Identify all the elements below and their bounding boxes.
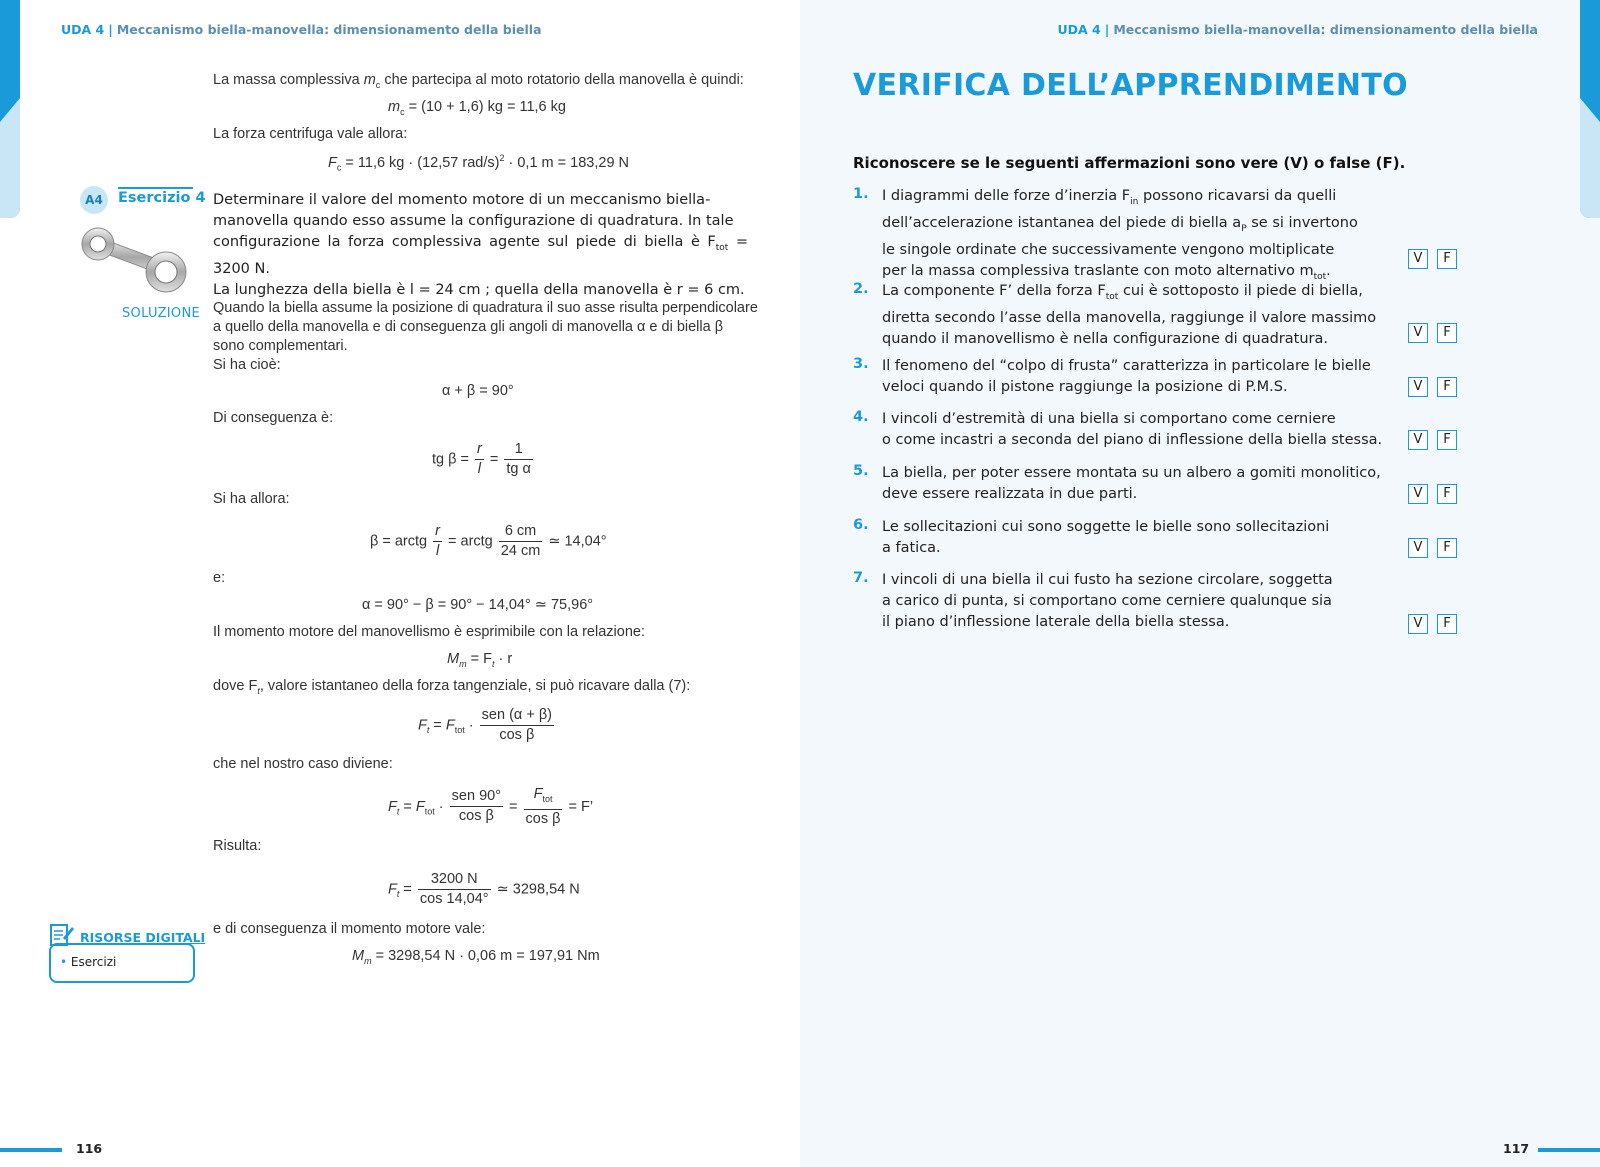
item-text: Le sollecitazioni cui sono soggette le bielle sono sollecitazioni a fatica.	[882, 519, 1330, 556]
text-e: e:	[213, 570, 226, 586]
true-false-boxes	[1408, 377, 1457, 397]
running-header-left: UDA 4 | Meccanismo biella-manovella: dimensionamento della biella	[61, 22, 542, 37]
false-checkbox[interactable]: F	[1437, 377, 1457, 397]
true-false-boxes	[1408, 614, 1457, 634]
false-checkbox[interactable]: F	[1437, 484, 1457, 504]
true-false-boxes	[1408, 323, 1457, 343]
text-conseguenza: Di conseguenza è:	[213, 410, 334, 426]
item-text: I vincoli di una biella il cui fusto ha sezione circolare, soggetta a carico di punta, si comportano come cerniere qualunque sia il piano d’inflessione laterale della biella stessa.	[882, 572, 1333, 630]
false-checkbox[interactable]: F	[1437, 323, 1457, 343]
section-title: VERIFICA DELL’APPRENDIMENTO	[853, 68, 1408, 103]
exercise-rule	[118, 187, 193, 189]
quiz-instruction: Riconoscere se le seguenti affermazioni sono vere (V) o false (F).	[853, 154, 1406, 172]
true-checkbox[interactable]: V	[1408, 484, 1428, 504]
false-checkbox[interactable]: F	[1437, 430, 1457, 450]
folio-rule-left	[0, 1148, 62, 1152]
intro-line-force: La forza centrifuga vale allora:	[213, 126, 408, 142]
true-checkbox[interactable]: V	[1408, 377, 1428, 397]
quiz-item	[853, 517, 1473, 561]
exercise-title: Esercizio 4	[118, 190, 206, 206]
equation-centrifugal-force: $F_c = 11,6$ kg · (12,57 rad/s)$^2$ · 0,1 m = 183,29 N	[328, 153, 630, 173]
text-risulta: Risulta:	[213, 838, 262, 854]
text-dove: dove $F_t$, valore istantaneo della forza tangenziale, si può ricavare dalla (7):	[213, 678, 691, 696]
page-number-left: 116	[76, 1141, 103, 1156]
item-number: 3.	[853, 356, 869, 372]
quiz-item	[853, 356, 1473, 400]
equation-mass: $m_c = (10 + 1,6)$ kg = 11,6 kg	[388, 99, 566, 117]
solution-text: Si ha cioè:	[213, 357, 281, 373]
equation-final-moment: $M_m = 3298,54$ N · 0,06 m = 197,91 Nm	[352, 948, 600, 966]
text-finale: e di conseguenza il momento motore vale:	[213, 921, 486, 937]
exercise-badge: A4	[80, 186, 108, 214]
false-checkbox[interactable]: F	[1437, 614, 1457, 634]
true-false-boxes	[1408, 430, 1457, 450]
page-number-right: 117	[1503, 1141, 1530, 1156]
quiz-item	[853, 570, 1473, 636]
digital-resources-title[interactable]: RISORSE DIGITALI	[80, 930, 206, 945]
equation-ft: $F_t = F_{tot}$ · $\frac{\text{sen (α + β)}}{\text{cos β}}$	[418, 707, 552, 743]
left-edge-tab	[0, 0, 20, 218]
item-number: 2.	[853, 281, 869, 297]
solution-text: Quando la biella assume la posizione di quadratura il suo asse risulta perpendicolare	[213, 300, 758, 316]
connecting-rod-image	[78, 222, 192, 294]
item-text: Il fenomeno del “colpo di frusta” caratterizza in particolare le bielle veloci quando il pistone raggiunge la posizione di P.M.S.	[882, 358, 1371, 395]
equation-ft-case: $F_t = F_{tot}$ · $\frac{\text{sen 90°}}{\text{cos β}}$ = $\frac{F_{tot}}{\text{cos β}}$ = F’	[388, 786, 594, 827]
false-checkbox[interactable]: F	[1437, 249, 1457, 269]
equation-ft-result: $F_t$ = $\frac{3200 N}{\cos 14,04^\circ}$ ≃ 3298,54 N	[388, 871, 580, 907]
text-allora: Si ha allora:	[213, 491, 290, 507]
exercise-statement	[213, 190, 748, 301]
quiz-item	[853, 186, 1473, 282]
exercise-line: Determinare il valore del momento motore di un meccanismo biella-	[213, 192, 711, 208]
quiz-item	[853, 463, 1473, 507]
text-caso: che nel nostro caso diviene:	[213, 756, 393, 772]
item-number: 5.	[853, 463, 869, 479]
equation-alpha: α = 90° − β = 90° − 14,04° ≃ 75,96°	[362, 597, 594, 613]
exercise-line: configurazione la forza complessiva agente sul piede di biella è $F_{tot} = 3200$ N.	[213, 234, 748, 277]
solution-text: a quello della manovella e di conseguenza gli angoli di manovella α e di biella β	[213, 319, 724, 335]
true-false-boxes	[1408, 484, 1457, 504]
item-number: 1.	[853, 186, 869, 202]
equation-beta: β = arctg $\frac{r}{l}$ = arctg $\frac{6 cm}{24 cm}$ ≃ 14,04°	[370, 523, 607, 559]
equation-momento: $M_m = F_t \cdot r$	[447, 651, 513, 669]
quiz-item	[853, 409, 1473, 453]
item-text: La biella, per poter essere montata su un albero a gomiti monolitico, deve essere realizzata in due parti.	[882, 465, 1381, 502]
item-number: 4.	[853, 409, 869, 425]
item-text: I diagrammi delle forze d’inerzia $F_{in}$ possono ricavarsi da quelli dell’accelerazione istantanea del piede di biella $a_P$ se si invertono le singole ordinate che successivamente vengono moltiplicate per la massa complessiva traslante con moto alternativo $m_{tot}$.	[882, 188, 1358, 282]
true-checkbox[interactable]: V	[1408, 614, 1428, 634]
false-checkbox[interactable]: F	[1437, 538, 1457, 558]
true-checkbox[interactable]: V	[1408, 430, 1428, 450]
intro-line-mass: La massa complessiva $m_c$ che partecipa al moto rotatorio della manovella è quindi:	[213, 72, 744, 90]
exercise-line: La lunghezza della biella è l = 24 cm ; quella della manovella è r = 6 cm.	[213, 281, 745, 298]
equation-complementary: α + β = 90°	[442, 383, 514, 399]
true-false-boxes	[1408, 249, 1457, 269]
running-header-right: UDA 4 | Meccanismo biella-manovella: dimensionamento della biella	[1057, 22, 1538, 37]
digital-resources-link-esercizi[interactable]: • Esercizi	[60, 955, 117, 969]
true-checkbox[interactable]: V	[1408, 538, 1428, 558]
text-momento: Il momento motore del manovellismo è esprimibile con la relazione:	[213, 624, 645, 640]
item-text: I vincoli d’estremità di una biella si comportano come cerniere o come incastri a seconda del piano di inflessione della biella stessa.	[882, 411, 1383, 448]
item-number: 7.	[853, 570, 869, 586]
item-number: 6.	[853, 517, 869, 533]
exercise-line: manovella quando esso assume la configurazione di quadratura. In tale	[213, 213, 734, 229]
folio-rule-right	[1538, 1148, 1600, 1152]
right-edge-tab	[1580, 0, 1600, 218]
solution-text: sono complementari.	[213, 338, 348, 354]
right-page	[800, 0, 1600, 1167]
true-checkbox[interactable]: V	[1408, 323, 1428, 343]
true-false-boxes	[1408, 538, 1457, 558]
item-text: La componente F’ della forza $F_{tot}$ cui è sottoposto il piede di biella, diretta secondo l’asse della manovella, raggiunge il valore massimo quando il manovellismo è nella configurazione di quadratura.	[882, 283, 1377, 347]
quiz-item	[853, 281, 1473, 347]
equation-tg-beta: tg β = $\frac{r}{l}$ = $\frac{1}{\text{tg α}}$	[432, 441, 531, 477]
true-checkbox[interactable]: V	[1408, 249, 1428, 269]
solution-label: SOLUZIONE	[122, 306, 200, 321]
